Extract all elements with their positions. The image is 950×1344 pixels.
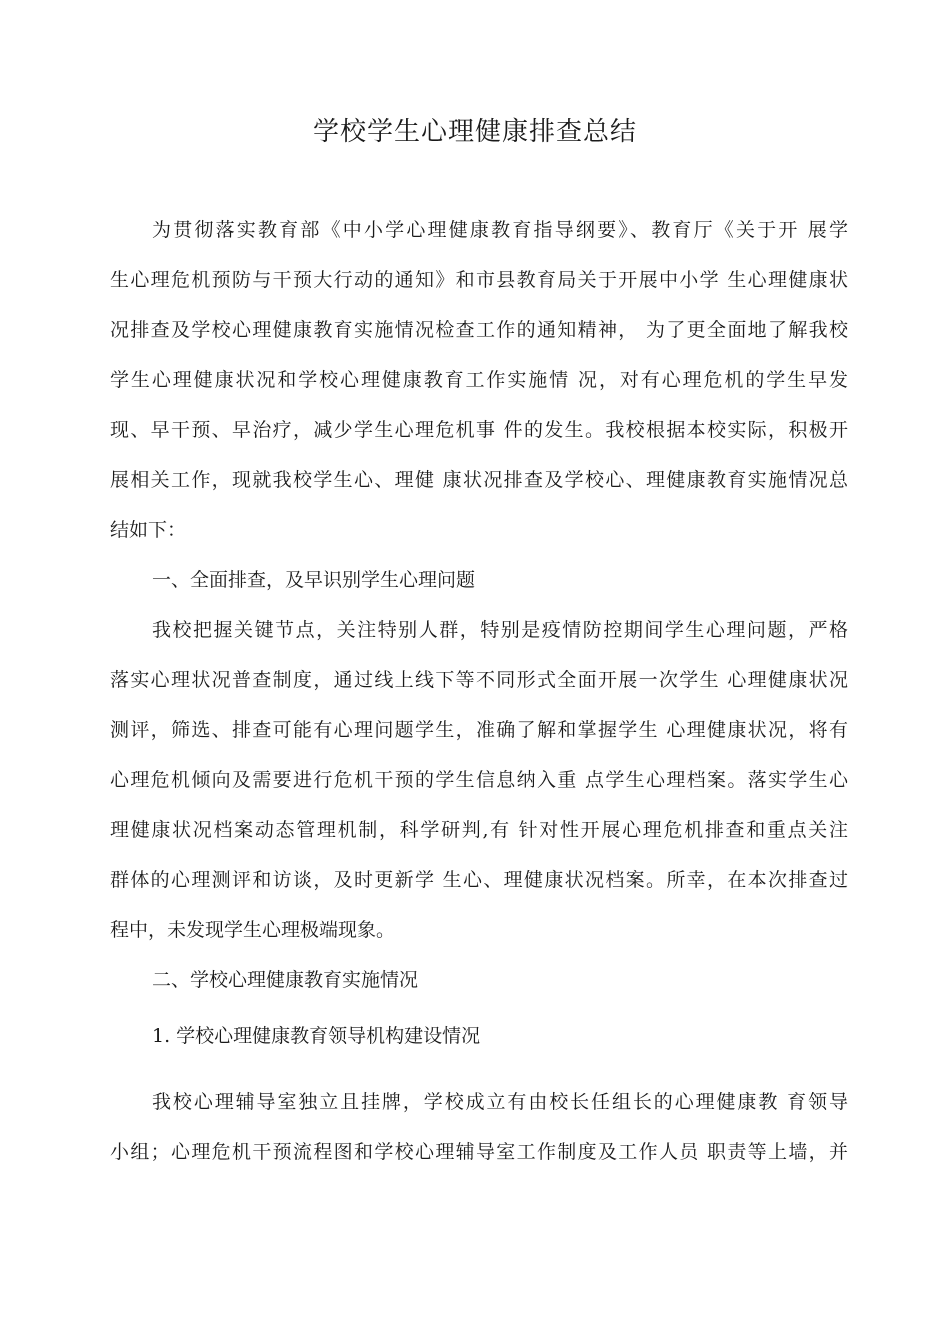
intro-line-3: 况排查及学校心理健康教育实施情况检查工作的通知精神， 为了更全面地了解我校 [110,319,848,341]
section-2-heading: 二、学校心理健康教育实施情况 [152,969,419,991]
subsection-1-line-2: 小组；心理危机干预流程图和学校心理辅导室工作制度及工作人员 职责等上墙，并 [110,1141,848,1163]
subsection-1-heading: 1. 学校心理健康教育领导机构建设情况 [152,1025,481,1047]
intro-line-1: 为贯彻落实教育部《中小学心理健康教育指导纲要》、教育厅《关于开 展学 [152,219,848,241]
section-1-line-4: 心理危机倾向及需要进行危机干预的学生信息纳入重 点学生心理档案。落实学生心 [110,769,848,791]
section-1-heading: 一、全面排查，及早识别学生心理问题 [152,569,476,591]
section-1-line-3: 测评，筛选、排查可能有心理问题学生，准确了解和掌握学生 心理健康状况，将有 [110,719,848,741]
section-1-line-6: 群体的心理测评和访谈，及时更新学 生心、理健康状况档案。所幸，在本次排查过 [110,869,848,891]
section-1-line-2: 落实心理状况普查制度，通过线上线下等不同形式全面开展一次学生 心理健康状况 [110,669,848,691]
intro-line-7: 结如下： [110,519,187,541]
intro-line-5: 现、早干预、早治疗，减少学生心理危机事 件的发生。我校根据本校实际，积极开 [110,419,848,441]
section-1-line-1: 我校把握关键节点，关注特别人群，特别是疫情防控期间学生心理问题，严格 [152,619,848,641]
subsection-1-line-1: 我校心理辅导室独立且挂牌，学校成立有由校长任组长的心理健康教 育领导 [152,1091,848,1113]
intro-line-2: 生心理危机预防与干预大行动的通知》和市县教育局关于开展中小学 生心理健康状 [110,269,848,291]
document-title: 学校学生心理健康排查总结 [312,117,637,147]
section-1-line-7: 程中，未发现学生心理极端现象。 [110,919,396,941]
section-1-line-5: 理健康状况档案动态管理机制，科学研判,有 针对性开展心理危机排查和重点关注 [110,819,848,841]
intro-line-6: 展相关工作，现就我校学生心、理健 康状况排查及学校心、理健康教育实施情况总 [110,469,848,491]
intro-line-4: 学生心理健康状况和学校心理健康教育工作实施情 况，对有心理危机的学生早发 [110,369,848,391]
